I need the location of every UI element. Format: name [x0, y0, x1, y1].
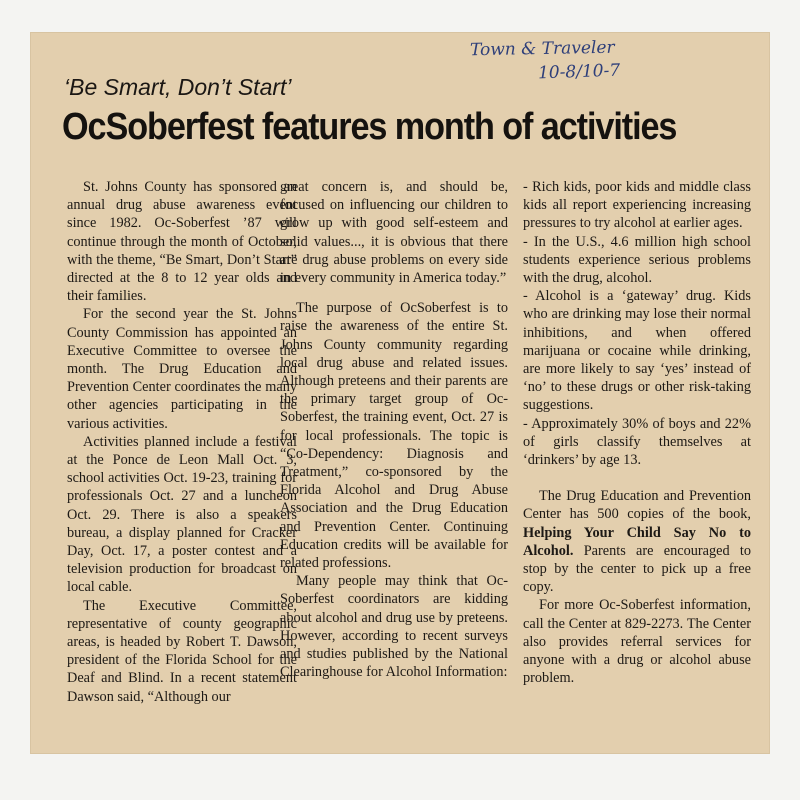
paragraph: Many people may think that Oc-Soberfest coordinators are kidding about alcohol and drug use by preteens. However, according to recent surveys and studies published by the National Clearinghouse for Alcohol Information: [280, 573, 508, 681]
book-paragraph [523, 487, 751, 596]
handwritten-date-note: 10-8/10-7 [537, 60, 621, 84]
info-paragraph: For more Oc-Soberfest information, call the Center at 829-2273. The Center also provides referral services for anyone with a drug or alcohol abuse problem. [523, 597, 751, 687]
book-text-before: The Drug Education and Prevention Center has 500 copies of the book, [523, 488, 751, 523]
bullet-item: - Approximately 30% of boys and 22% of girls classify themselves at ‘drinkers’ by age 13. [523, 415, 751, 469]
tagline: ‘Be Smart, Don’t Start’ [64, 74, 292, 100]
bullet-item: - In the U.S., 4.6 million high school students experience serious problems with the drug, alcohol. [523, 233, 751, 287]
bullet-item: - Rich kids, poor kids and middle class kids all report experiencing increasing pressures to try alcohol at earlier ages. [523, 179, 751, 232]
paragraph: St. Johns County has sponsored an annual drug abuse awareness event since 1982. Oc-Soberfest ’87 will continue through the month of October, with the theme, “Be Smart, Don’t Start” directed at the 8 to 12 year olds and their families. [67, 179, 297, 305]
paragraph: The purpose of OcSoberfest is to raise the awareness of the entire St. Johns County community regarding local drug abuse and related issues. Although preteens and their parents are the primary target group of Oc-Soberfest, the training event, Oct. 27 is for local professionals. The topic is “Co-Dependency: Diagnosis and Treatment,” co-sponsored by the Florida Alcohol and Drug Abuse Association and the Drug Education and Prevention Center. Continuing Education credits will be available for related professions. [280, 300, 508, 572]
paragraph: The Executive Committee, representative of county geographic areas, is headed by Robert T. Dawson, president of the Florida School for the Deaf and Blind. In a recent statement Dawson said, “Although our [67, 597, 297, 705]
newspaper-clipping [30, 32, 770, 754]
handwritten-source-note: Town & Traveler [469, 37, 615, 61]
paragraph: great concern is, and should be, focused on influencing our children to grow up with good self-esteem and solid values..., it is obvious that there are drug abuse problems on every side in every community in America today.” [280, 179, 508, 287]
book-text-after: Parents are encouraged to stop by the center to pick up a free copy. [523, 542, 751, 596]
book-title: Helping Your Child Say No to Alcohol. [523, 524, 751, 559]
paragraph: For the second year the St. Johns County Commission has appointed an Executive Committee to oversee the month. The Drug Education and Prevention Center coordinates the many other agencies participating in the various activities. [67, 306, 297, 432]
bullet-item: - Alcohol is a ‘gateway’ drug. Kids who are drinking may lose their normal inhibitions, and when offered marijuana or cocaine while drinking, are more likely to say ‘yes’ instead of ‘no’ to these drugs or other risk-taking suggestions. [523, 288, 751, 414]
headline: OcSoberfest features month of activities [62, 106, 677, 148]
article-column-3 [523, 178, 751, 687]
article-column-1 [67, 178, 297, 706]
paragraph: Activities planned include a festival at the Ponce de Leon Mall Oct. 3, school activities Oct. 19-23, training for professionals Oct. 27 and a luncheon Oct. 29. There is also a speakers bureau, a display planned for Cracker Day, Oct. 17, a poster contest and a television production for broadcast on local cable. [67, 433, 297, 596]
article-column-2 [280, 178, 508, 681]
